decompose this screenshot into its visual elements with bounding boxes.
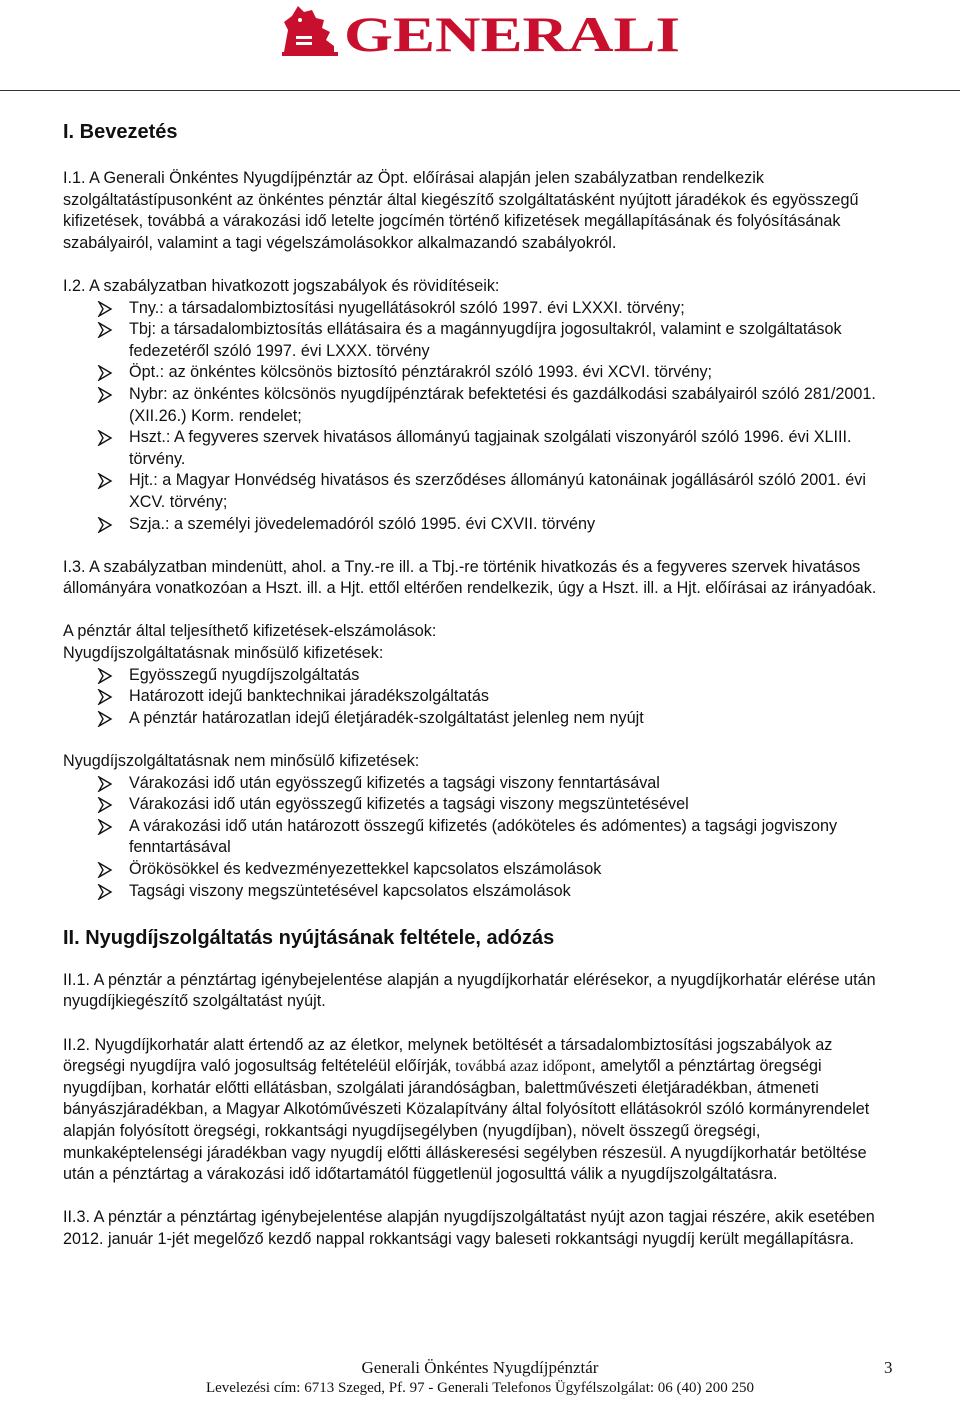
list-item: Tny.: a társadalombiztosítási nyugellátásokról szóló 1997. évi LXXXI. törvény; [63,298,885,320]
arrow-bullet-icon [97,473,113,489]
paragraph-2-1: II.1. A pénztár a pénztártag igénybejelentése alapján a nyugdíjkorhatár elérésekor, a nyugdíjkorhatár elérése után nyugdíjkiegészítő szolgáltatást nyújt. [63,970,876,1011]
arrow-bullet-icon [97,819,113,835]
list-item: Örökösökkel és kedvezményezettekkel kapcsolatos elszámolások [63,859,885,881]
document-body [63,118,885,1251]
abbreviation-list [63,298,885,536]
arrow-bullet-icon [97,797,113,813]
pension-payouts-heading: Nyugdíjszolgáltatásnak minősülő kifizetések: [63,644,384,663]
paragraph-2-3: II.3. A pénztár a pénztártag igénybejelentése alapján nyugdíjszolgáltatást nyújt azon tagjai részére, akik esetében 2012. január 1-jét megelőző kezdő nappal rokkantsági vagy baleseti rokkantsági nyugdíj került megállapításra. [63,1208,875,1248]
list-item: Hszt.: A fegyveres szervek hivatásos állományú tagjainak szolgálati viszonyáról szóló 1996. évi XLIII. törvény. [63,427,885,470]
paragraph-1-2-intro: I.2. A szabályzatban hivatkozott jogszabályok és rövidítéseik: [63,276,500,295]
payouts-heading: A pénztár által teljesíthető kifizetések-elszámolások: [63,622,437,641]
list-item: Egyösszegű nyugdíjszolgáltatás [63,665,885,687]
list-item: Tagsági viszony megszüntetésével kapcsolatos elszámolások [63,881,885,903]
list-item: Nybr: az önkéntes kölcsönös nyugdíjpénztárak befektetési és gazdálkodási szabályairól szóló 281/2001. (XII.26.) Korm. rendelet; [63,384,885,427]
arrow-bullet-icon [97,668,113,684]
arrow-bullet-icon [97,776,113,792]
arrow-bullet-icon [97,711,113,727]
list-item: Hjt.: a Magyar Honvédség hivatásos és szerződéses állományú katonáinak jogállásáról szóló 2001. évi XCV. törvény; [63,470,885,513]
list-item: A várakozási idő után határozott összegű kifizetés (adóköteles és adómentes) a tagsági jogviszony fenntartásával [63,816,885,859]
arrow-bullet-icon [97,689,113,705]
footer-organization: Generali Önkéntes Nyugdíjpénztár [361,1358,599,1377]
generali-logo [278,2,682,58]
list-item: Tbj: a társadalombiztosítás ellátásaira és a magánnyugdíjra jogosultakról, valamint e szolgáltatások fedezetéről szóló 1997. évi LXXX. törvény [63,319,885,362]
section-title-pension-conditions: II. Nyugdíjszolgáltatás nyújtásának feltétele, adózás [63,926,555,949]
arrow-bullet-icon [97,517,113,533]
list-item: Határozott idejű banktechnikai járadékszolgáltatás [63,686,885,708]
arrow-bullet-icon [97,365,113,381]
footer-contact: Levelezési cím: 6713 Szeged, Pf. 97 - Generali Telefonos Ügyfélszolgálat: 06 (40) 200 250 [205,1380,755,1396]
paragraph-2-2: II.2. Nyugdíjkorhatár alatt értendő az az életkor, melynek betöltését a társadalombiztosítási jogszabályok az öregségi nyugdíjra való jogosultság feltételéül előírják, továbbá azaz időpont, amelytől a pénztártag öregségi nyugdíjban, korhatár előtti ellátásban, szolgálati járandóságban, balettművészeti életjáradékban, átmeneti bányászjáradékban, a Magyar Alkotóművészeti Közalapítvány által folyósított ellátásokról szóló kormányrendelet alapján folyósított öregségi, rokkantsági nyugdíjsegélyben (nyugdíjban), növelt összegű öregségi, munkaképtelenségi járadékban vagy nyugdíj előtti álláskeresési segélyben részesül. A nyugdíjkorhatár betöltése után a pénztártag a várakozási idő időtartamától függetlenül jogosulttá válik a nyugdíjszolgáltatásra. [63,1035,870,1184]
arrow-bullet-icon [97,387,113,403]
arrow-bullet-icon [97,862,113,878]
list-item: Várakozási idő után egyösszegű kifizetés a tagsági viszony fenntartásával [63,773,885,795]
logo-wordmark: GENERALI [344,6,680,58]
paragraph-1-3: I.3. A szabályzatban mindenütt, ahol. a Tny.-re ill. a Tbj.-re történik hivatkozás és a fegyveres szervek hivatásos állományára vonatkozóan a Hszt. ill. a Hjt. ettől eltérően rendelkezik, úgy a Hszt. ill. a Hjt. előírásai az irányadóak. [63,557,877,598]
arrow-bullet-icon [97,884,113,900]
section-title-intro: I. Bevezetés [63,121,178,143]
header-divider [0,90,960,91]
arrow-bullet-icon [97,430,113,446]
list-item: Várakozási idő után egyösszegű kifizetés a tagsági viszony megszüntetésével [63,794,885,816]
arrow-bullet-icon [97,301,113,317]
pension-payouts-list [63,665,885,730]
list-item: Öpt.: az önkéntes kölcsönös biztosító pénztárakról szóló 1993. évi XCVI. törvény; [63,362,885,384]
page-number: 3 [884,1358,893,1377]
arrow-bullet-icon [97,322,113,338]
generali-lion-logo-icon [278,2,682,58]
list-item: A pénztár határozatlan idejű életjáradék-szolgáltatást jelenleg nem nyújt [63,708,885,730]
list-item: Szja.: a személyi jövedelemadóról szóló 1995. évi CXVII. törvény [63,514,885,536]
nonpension-payouts-heading: Nyugdíjszolgáltatásnak nem minősülő kifizetések: [63,752,420,771]
nonpension-payouts-list [63,773,885,903]
paragraph-1-1: I.1. A Generali Önkéntes Nyugdíjpénztár az Öpt. előírásai alapján jelen szabályzatban rendelkezik szolgáltatástípusonként az önkéntes pénztár által kiegészítő szolgáltatásként nyújtott járadékok és egyösszegű kifizetések, továbbá a várakozási idő letelte jogcímén történő kifizetések megállapításának és folyósításának szabályairól, valamint a tagi végelszámolásokkor alkalmazandó szabályokról. [63,169,859,252]
